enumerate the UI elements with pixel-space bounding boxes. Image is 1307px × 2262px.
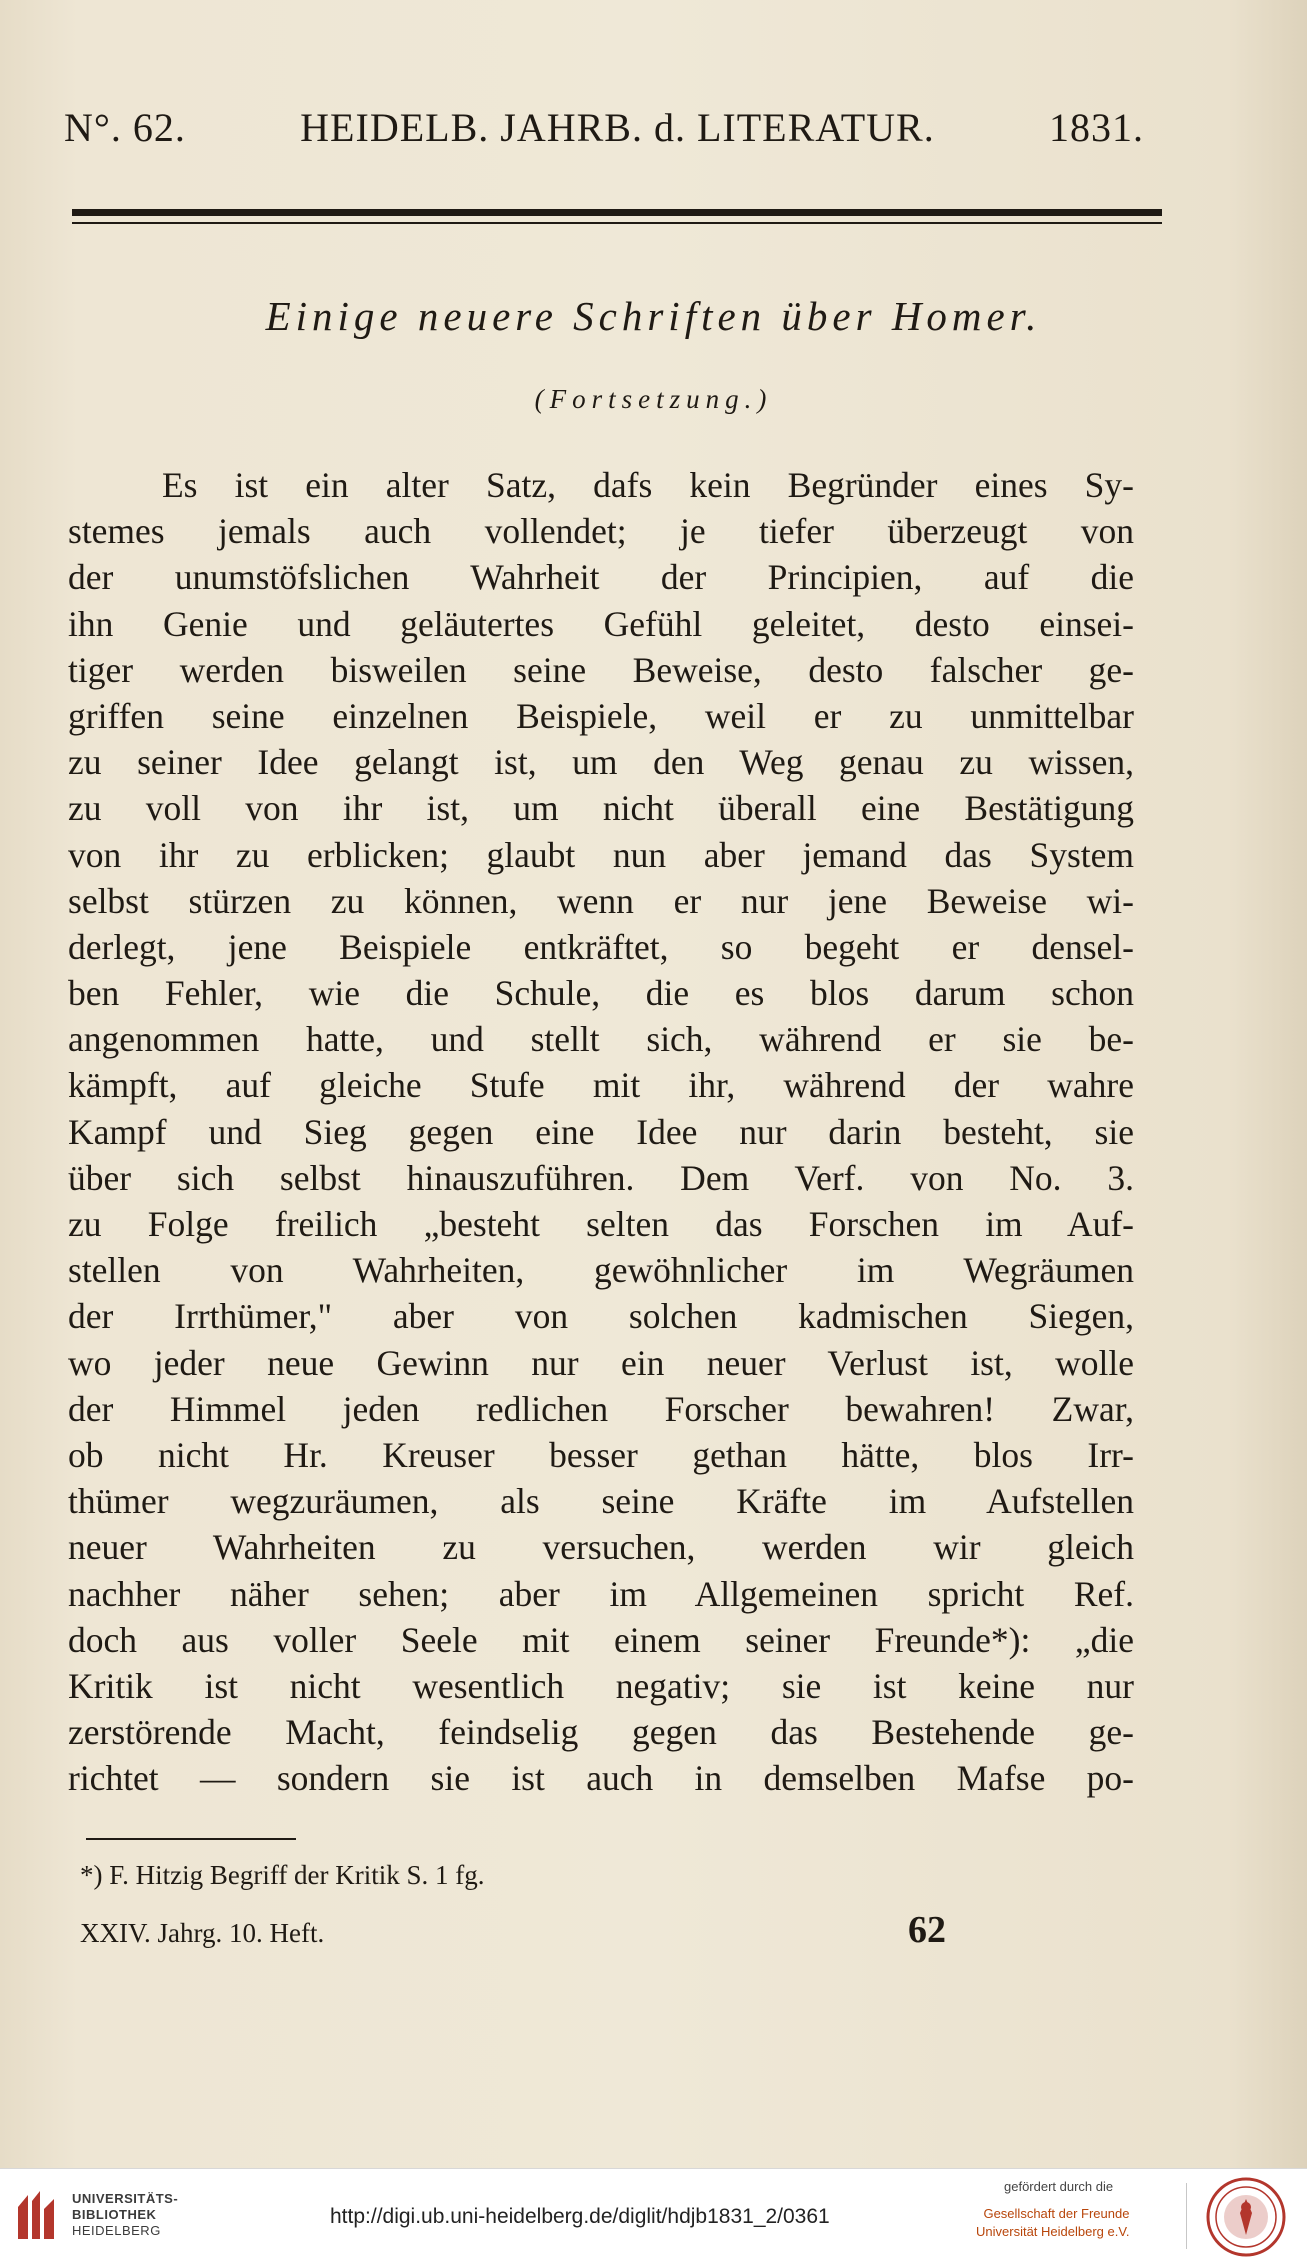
text-line: stellen von Wahrheiten, gewöhnlicher im Wegräumen <box>68 1250 1134 1291</box>
text-line: stemes jemals auch vollendet; je tiefer überzeugt von <box>68 511 1134 552</box>
text-line: über sich selbst hinauszuführen. Dem Verf. von No. 3. <box>68 1157 1134 1198</box>
viewer-footer <box>0 2168 1307 2262</box>
text-line: angenommen hatte, und stellt sich, während er sie be- <box>68 1019 1134 1060</box>
text-line: ob nicht Hr. Kreuser besser gethan hätte, blos Irr- <box>68 1434 1134 1475</box>
sponsor-label: gefördert durch die <box>1004 2179 1114 2194</box>
text-line: thümer wegzuräumen, als seine Kräfte im Aufstellen <box>68 1481 1134 1522</box>
permalink-url[interactable]: http://digi.ub.uni-heidelberg.de/diglit/hdjb1831_2/0361 <box>330 2205 830 2228</box>
text-line: zu voll von ihr ist, um nicht überall eine Bestätigung <box>68 788 1134 829</box>
text-line: nachher näher sehen; aber im Allgemeinen spricht Ref. <box>68 1573 1134 1614</box>
body-text <box>68 462 1134 1801</box>
issue-number: N°. 62. <box>64 105 186 150</box>
article-title: Einige neuere Schriften über Homer. <box>265 293 1042 339</box>
text-line: selbst stürzen zu können, wenn er nur jene Beweise wi- <box>68 880 1134 921</box>
footnote-rule <box>86 1838 296 1840</box>
text-line: tiger werden bisweilen seine Beweise, desto falscher ge- <box>68 649 1134 690</box>
text-line: der Irrthümer," aber von solchen kadmischen Siegen, <box>68 1296 1134 1337</box>
text-line: kämpft, auf gleiche Stufe mit ihr, während der wahre <box>68 1065 1134 1106</box>
university-library-logo-icon[interactable] <box>14 2187 58 2243</box>
text-line: zu seiner Idee gelangt ist, um den Weg genau zu wissen, <box>68 742 1134 783</box>
footnote: *) F. Hitzig Begriff der Kritik S. 1 fg. <box>80 1860 485 1890</box>
text-line: neuer Wahrheiten zu versuchen, werden wir gleich <box>68 1527 1134 1568</box>
signature-line <box>80 1908 946 1952</box>
text-line: Kritik ist nicht wesentlich negativ; sie ist keine nur <box>68 1665 1134 1706</box>
article-subtitle: (Fortsetzung.) <box>534 384 773 414</box>
text-line: von ihr zu erblicken; glaubt nun aber jemand das System <box>68 834 1134 875</box>
footer-divider <box>1186 2183 1187 2249</box>
text-line: derlegt, jene Beispiele entkräftet, so begeht er densel- <box>68 926 1134 967</box>
journal-title: HEIDELB. JAHRB. d. LITERATUR. <box>300 105 935 150</box>
university-seal-icon <box>1206 2177 1286 2257</box>
sponsor-name[interactable]: Gesellschaft der Freunde Universität Heidelberg e.V. <box>976 2206 1130 2239</box>
header-rule-thick <box>72 209 1162 216</box>
text-line: ben Fehler, wie die Schule, die es blos darum schon <box>68 973 1134 1014</box>
sheet-number: 62 <box>908 1909 946 1951</box>
header-rule-thin <box>72 222 1162 224</box>
text-line: zerstörende Macht, feindselig gegen das Bestehende ge- <box>68 1712 1134 1753</box>
running-head <box>64 104 1144 151</box>
text-line: doch aus voller Seele mit einem seiner Freunde*): „die <box>68 1619 1134 1660</box>
text-line: richtet — sondern sie ist auch in demselben Mafse po- <box>68 1758 1134 1799</box>
text-line: der Himmel jeden redlichen Forscher bewahren! Zwar, <box>68 1388 1134 1429</box>
text-line: zu Folge freilich „besteht selten das Forschen im Auf- <box>68 1204 1134 1244</box>
text-line: ihn Genie und geläutertes Gefühl geleitet, desto einsei- <box>68 603 1134 644</box>
library-name: UNIVERSITÄTS- BIBLIOTHEK HEIDELBERG <box>72 2191 179 2238</box>
text-line: der unumstöfslichen Wahrheit der Principien, auf die <box>68 557 1134 598</box>
signature-mark: XXIV. Jahrg. 10. Heft. <box>80 1918 325 1948</box>
text-line: Kampf und Sieg gegen eine Idee nur darin besteht, sie <box>68 1111 1134 1152</box>
text-line: wo jeder neue Gewinn nur ein neuer Verlust ist, wolle <box>68 1342 1134 1383</box>
text-line: griffen seine einzelnen Beispiele, weil er zu unmittelbar <box>68 695 1134 736</box>
year: 1831. <box>1048 105 1144 150</box>
text-line: Es ist ein alter Satz, dafs kein Begründer eines Sy- <box>162 465 1134 505</box>
